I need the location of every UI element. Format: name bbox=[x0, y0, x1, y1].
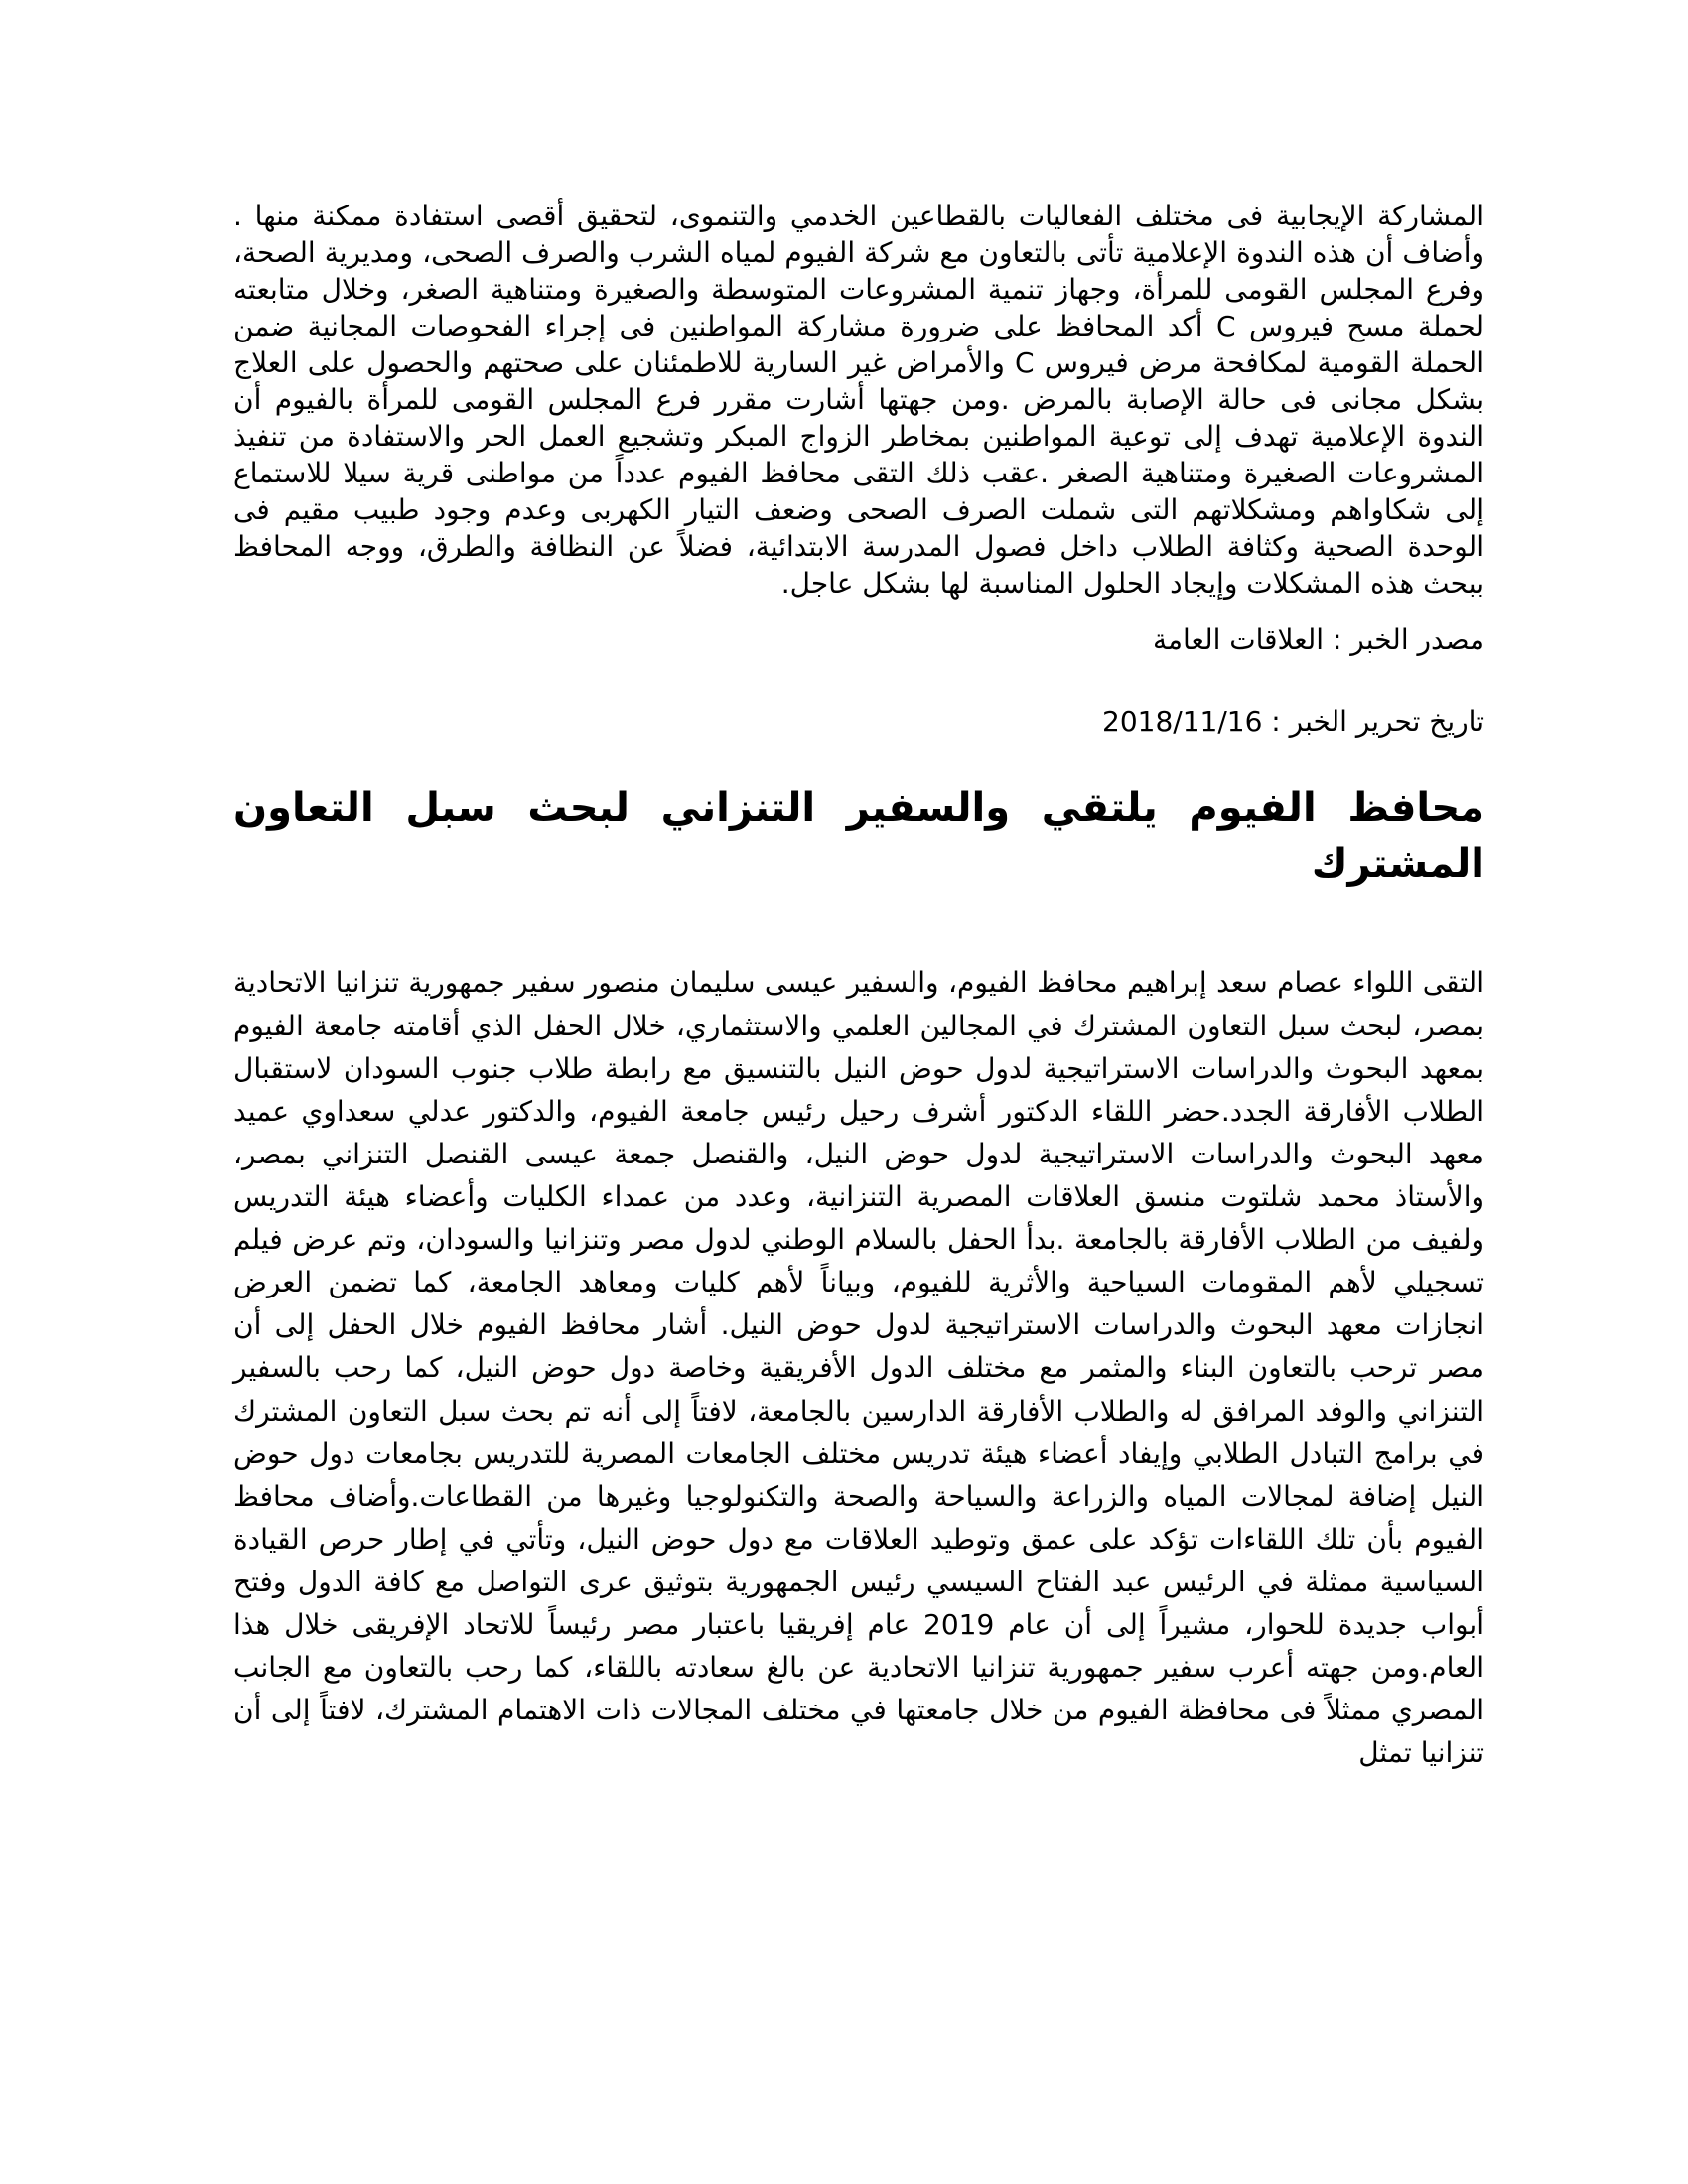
document-page bbox=[233, 199, 1484, 1775]
article-headline: محافظ الفيوم يلتقي والسفير التنزاني لبحث سبل التعاون المشترك bbox=[233, 785, 1484, 887]
news-date-line: تاريخ تحرير الخبر : 2018/11/16 bbox=[1102, 705, 1484, 739]
body-paragraph-1: المشاركة الإيجابية فى مختلف الفعاليات بالقطاعين الخدمي والتنموى، لتحقيق أقصى استفادة ممكنة منها . وأضاف أن هذه الندوة الإعلامية تأتى بالتعاون مع شركة الفيوم لمياه الشرب والصرف الصحى، ومديرية الصحة، وفرع المجلس القومى للمرأة، وجهاز تنمية المشروعات المتوسطة والصغيرة ومتناهية الصغر، وخلال متابعته لحملة مسح فيروس C أكد المحافظ على ضرورة مشاركة المواطنين فى إجراء الفحوصات المجانية ضمن الحملة القومية لمكافحة مرض فيروس C والأمراض غير السارية للاطمئنان على صحتهم والحصول على العلاج بشكل مجانى فى حالة الإصابة بالمرض .ومن جهتها أشارت مقرر فرع المجلس القومى للمرأة بالفيوم أن الندوة الإعلامية تهدف إلى توعية المواطنين بمخاطر الزواج المبكر وتشجيع العمل الحر والاستفادة من تنفيذ المشروعات الصغيرة ومتناهية الصغر .عقب ذلك التقى محافظ الفيوم عدداً من مواطنى قرية سيلا للاستماع إلى شكاواهم ومشكلاتهم التى شملت الصرف الصحى وضعف التيار الكهربى وعدم وجود طبيب مقيم فى الوحدة الصحية وكثافة الطلاب داخل فصول المدرسة الابتدائية، فضلاً عن النظافة والطرق، ووجه المحافظ ببحث هذه المشكلات وإيجاد الحلول المناسبة لها بشكل عاجل. bbox=[233, 200, 1485, 600]
body-paragraph-2: التقى اللواء عصام سعد إبراهيم محافظ الفيوم، والسفير عيسى سليمان منصور سفير جمهورية تنزانيا الاتحادية بمصر، لبحث سبل التعاون المشترك في المجالين العلمي والاستثماري، خلال الحفل الذي أقامته جامعة الفيوم بمعهد البحوث والدراسات الاستراتيجية لدول حوض النيل بالتنسيق مع رابطة طلاب جنوب السودان لاستقبال الطلاب الأفارقة الجدد.حضر اللقاء الدكتور أشرف رحيل رئيس جامعة الفيوم، والدكتور عدلي سعداوي عميد معهد البحوث والدراسات الاستراتيجية لدول حوض النيل، والقنصل جمعة عيسى القنصل التنزاني بمصر، والأستاذ محمد شلتوت منسق العلاقات المصرية التنزانية، وعدد من عمداء الكليات وأعضاء هيئة التدريس ولفيف من الطلاب الأفارقة بالجامعة .بدأ الحفل بالسلام الوطني لدول مصر وتنزانيا والسودان، وتم عرض فيلم تسجيلي لأهم المقومات السياحية والأثرية للفيوم، وبياناً لأهم كليات ومعاهد الجامعة، كما تضمن العرض انجازات معهد البحوث والدراسات الاستراتيجية لدول حوض النيل. أشار محافظ الفيوم خلال الحفل إلى أن مصر ترحب بالتعاون البناء والمثمر مع مختلف الدول الأفريقية وخاصة دول حوض النيل، كما رحب بالسفير التنزاني والوفد المرافق له والطلاب الأفارقة الدارسين بالجامعة، لافتاً إلى أنه تم بحث سبل التعاون المشترك في برامج التبادل الطلابي وإيفاد أعضاء هيئة تدريس مختلف الجامعات المصرية للتدريس بجامعات دول حوض النيل إضافة لمجالات المياه والزراعة والسياحة والصحة والتكنولوجيا وغيرها من القطاعات.وأضاف محافظ الفيوم بأن تلك اللقاءات تؤكد على عمق وتوطيد العلاقات مع دول حوض النيل، وتأتي في إطار حرص القيادة السياسية ممثلة في الرئيس عبد الفتاح السيسي رئيس الجمهورية بتوثيق عرى التواصل مع كافة الدول وفتح أبواب جديدة للحوار، مشيراً إلى أن عام 2019 عام إفريقيا باعتبار مصر رئيساً للاتحاد الإفريقى خلال هذا العام.ومن جهته أعرب سفير جمهورية تنزانيا الاتحادية عن بالغ سعادته باللقاء، كما رحب بالتعاون مع الجانب المصري ممثلاً فى محافظة الفيوم من خلال جامعتها في مختلف المجالات ذات الاهتمام المشترك، لافتاً إلى أن تنزانيا تمثل bbox=[233, 966, 1485, 1770]
news-source-line: مصدر الخبر : العلاقات العامة bbox=[1153, 623, 1484, 657]
